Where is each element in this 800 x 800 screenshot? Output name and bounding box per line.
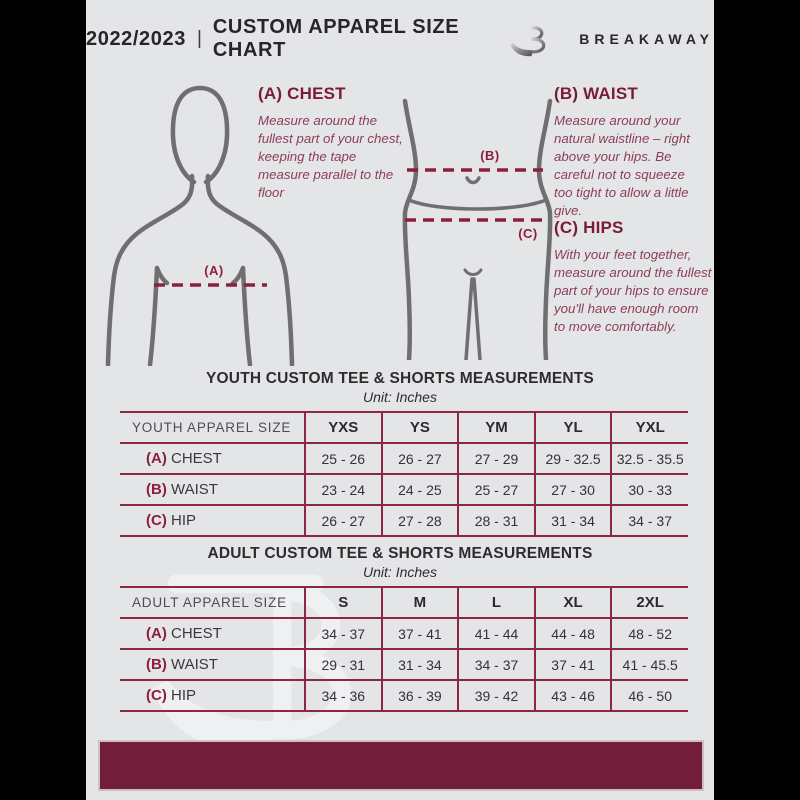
adult-hip-row xyxy=(120,680,688,711)
cell-value: 37 - 41 xyxy=(535,649,612,680)
cell-value: 34 - 36 xyxy=(305,680,382,711)
lower-body-figure xyxy=(395,98,560,360)
youth-size-table xyxy=(120,411,688,537)
row-key: (B) xyxy=(146,481,167,498)
row-name: CHEST xyxy=(171,450,222,467)
cell-value: 27 - 28 xyxy=(382,505,459,536)
cell-value: 28 - 31 xyxy=(458,505,535,536)
cell-value: 27 - 29 xyxy=(458,443,535,474)
row-label xyxy=(120,618,305,649)
hips-line-label: (C) xyxy=(518,226,538,241)
row-name: WAIST xyxy=(171,481,218,498)
adult-waist-row xyxy=(120,649,688,680)
row-label xyxy=(120,649,305,680)
size-col-header: L xyxy=(458,587,535,618)
cell-value: 24 - 25 xyxy=(382,474,459,505)
row-name: WAIST xyxy=(171,656,218,673)
size-col-header: YXS xyxy=(305,412,382,443)
row-key: (B) xyxy=(146,656,167,673)
chest-line-label: (A) xyxy=(204,263,224,278)
cell-value: 46 - 50 xyxy=(611,680,688,711)
waist-section xyxy=(554,84,706,220)
row-key: (C) xyxy=(146,512,167,529)
header xyxy=(86,0,714,78)
cell-value: 30 - 33 xyxy=(611,474,688,505)
row-label xyxy=(120,474,305,505)
adult-header-label: ADULT APPAREL SIZE xyxy=(132,595,287,610)
cell-value: 27 - 30 xyxy=(535,474,612,505)
header-year: 2022/2023 xyxy=(86,27,186,50)
waist-description: Measure around your natural waistline – right above your hips. Be careful not to squeeze too tight to allow a little give. xyxy=(554,113,690,219)
row-label xyxy=(120,505,305,536)
size-col-header: YL xyxy=(535,412,612,443)
cell-value: 26 - 27 xyxy=(382,443,459,474)
hips-section xyxy=(554,218,712,336)
youth-chest-row xyxy=(120,443,688,474)
cell-value: 31 - 34 xyxy=(535,505,612,536)
cell-value: 39 - 42 xyxy=(458,680,535,711)
waist-line-label: (B) xyxy=(480,148,500,163)
row-key: (A) xyxy=(146,625,167,642)
chest-heading: (A) CHEST xyxy=(258,84,346,103)
youth-table-unit: Unit: Inches xyxy=(363,389,437,405)
cell-value: 29 - 31 xyxy=(305,649,382,680)
cell-value: 36 - 39 xyxy=(382,680,459,711)
row-label xyxy=(120,443,305,474)
cell-value: 44 - 48 xyxy=(535,618,612,649)
row-name: HIP xyxy=(171,687,197,704)
cell-value: 41 - 44 xyxy=(458,618,535,649)
cell-value: 34 - 37 xyxy=(458,649,535,680)
size-col-header: YXL xyxy=(611,412,688,443)
row-key: (A) xyxy=(146,450,167,467)
hips-heading: (C) HIPS xyxy=(554,218,624,237)
adult-table-title: ADULT CUSTOM TEE & SHORTS MEASUREMENTS xyxy=(207,545,593,562)
row-key: (C) xyxy=(146,687,167,704)
cell-value: 41 - 45.5 xyxy=(611,649,688,680)
row-name: CHEST xyxy=(171,625,222,642)
cell-value: 48 - 52 xyxy=(611,618,688,649)
cell-value: 31 - 34 xyxy=(382,649,459,680)
size-col-header: M xyxy=(382,587,459,618)
cell-value: 25 - 27 xyxy=(458,474,535,505)
cell-value: 25 - 26 xyxy=(305,443,382,474)
row-name: HIP xyxy=(171,512,197,529)
cell-value: 43 - 46 xyxy=(535,680,612,711)
cell-value: 34 - 37 xyxy=(611,505,688,536)
page-title: CUSTOM APPAREL SIZE CHART xyxy=(212,16,460,61)
adult-size-table xyxy=(120,586,688,712)
hips-description: With your feet together, measure around the fullest part of your hips to ensure you'll have enough room to move comfortably. xyxy=(554,247,712,335)
youth-header-row xyxy=(120,412,688,443)
waist-heading: (B) WAIST xyxy=(554,84,638,103)
size-col-header: S xyxy=(305,587,382,618)
size-col-header: 2XL xyxy=(611,587,688,618)
chest-section xyxy=(258,84,410,202)
youth-hip-row xyxy=(120,505,688,536)
adult-table-unit: Unit: Inches xyxy=(363,564,437,580)
youth-waist-row xyxy=(120,474,688,505)
cell-value: 26 - 27 xyxy=(305,505,382,536)
size-col-header: YS xyxy=(382,412,459,443)
header-separator: | xyxy=(196,28,202,49)
size-col-header: XL xyxy=(535,587,612,618)
chest-description: Measure around the fullest part of your chest, keeping the tape measure parallel to the floor xyxy=(258,113,403,201)
cell-value: 23 - 24 xyxy=(305,474,382,505)
row-label xyxy=(120,680,305,711)
cell-value: 34 - 37 xyxy=(305,618,382,649)
size-col-header: YM xyxy=(458,412,535,443)
footer-bar xyxy=(98,740,704,791)
youth-table-title: YOUTH CUSTOM TEE & SHORTS MEASUREMENTS xyxy=(206,370,594,387)
adult-chest-row xyxy=(120,618,688,649)
cell-value: 29 - 32.5 xyxy=(535,443,612,474)
document-page xyxy=(86,0,714,800)
youth-header-label: YOUTH APPAREL SIZE xyxy=(132,420,292,435)
cell-value: 32.5 - 35.5 xyxy=(611,443,688,474)
breakaway-monogram-icon xyxy=(509,16,553,62)
header-title-group xyxy=(86,16,485,62)
cell-value: 37 - 41 xyxy=(382,618,459,649)
adult-header-row xyxy=(120,587,688,618)
brand-name: BREAKAWAY xyxy=(579,31,714,47)
